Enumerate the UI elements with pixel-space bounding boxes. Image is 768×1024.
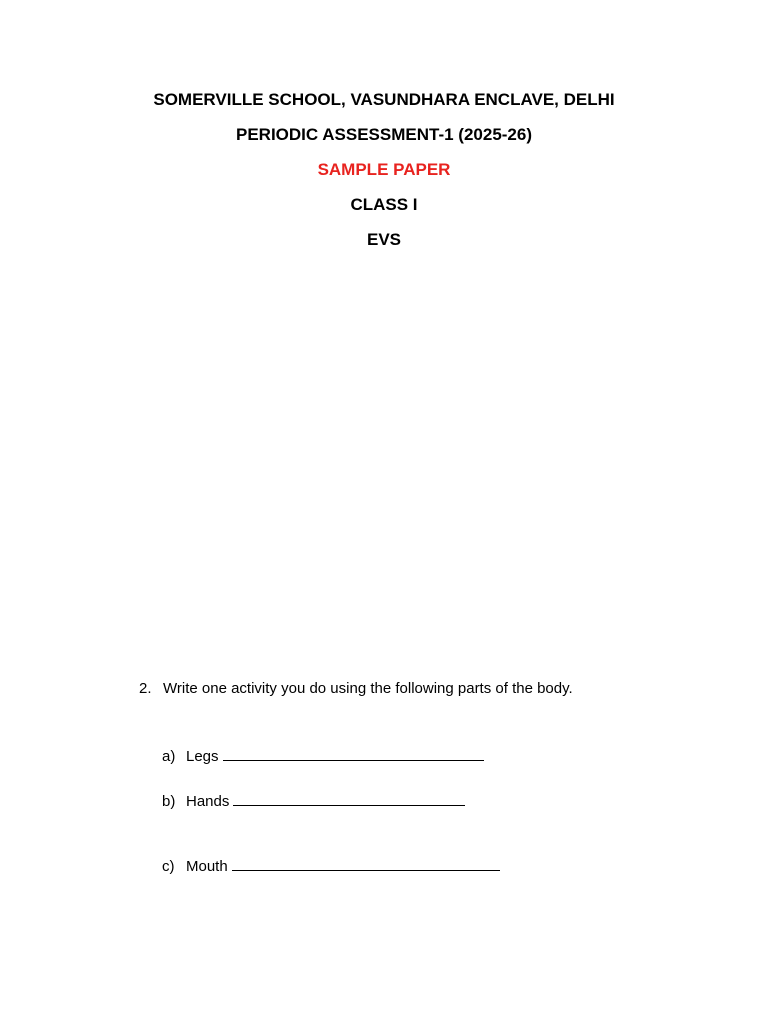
answer-item-mouth [162,857,500,877]
question-text: Write one activity you do using the following parts of the body. [163,680,573,697]
class-label: CLASS I [350,195,418,214]
answer-blank-line [232,858,500,871]
subject-label: EVS [366,230,402,249]
assessment-title: PERIODIC ASSESSMENT-1 (2025-26) [235,125,532,144]
question-2 [139,679,573,699]
item-letter: c) [162,858,175,875]
answer-blank-line [233,793,465,806]
question-number: 2. [139,680,152,697]
item-label: Mouth [186,858,228,875]
item-label: Legs [186,748,219,765]
answer-blank-line [223,748,484,761]
answer-item-hands [162,792,465,812]
item-letter: a) [162,748,176,765]
sample-paper-label: SAMPLE PAPER [317,160,451,179]
item-label: Hands [186,793,230,810]
answer-item-legs [162,747,484,767]
school-name: SOMERVILLE SCHOOL, VASUNDHARA ENCLAVE, DELHI [153,90,615,109]
item-letter: b) [162,793,176,810]
